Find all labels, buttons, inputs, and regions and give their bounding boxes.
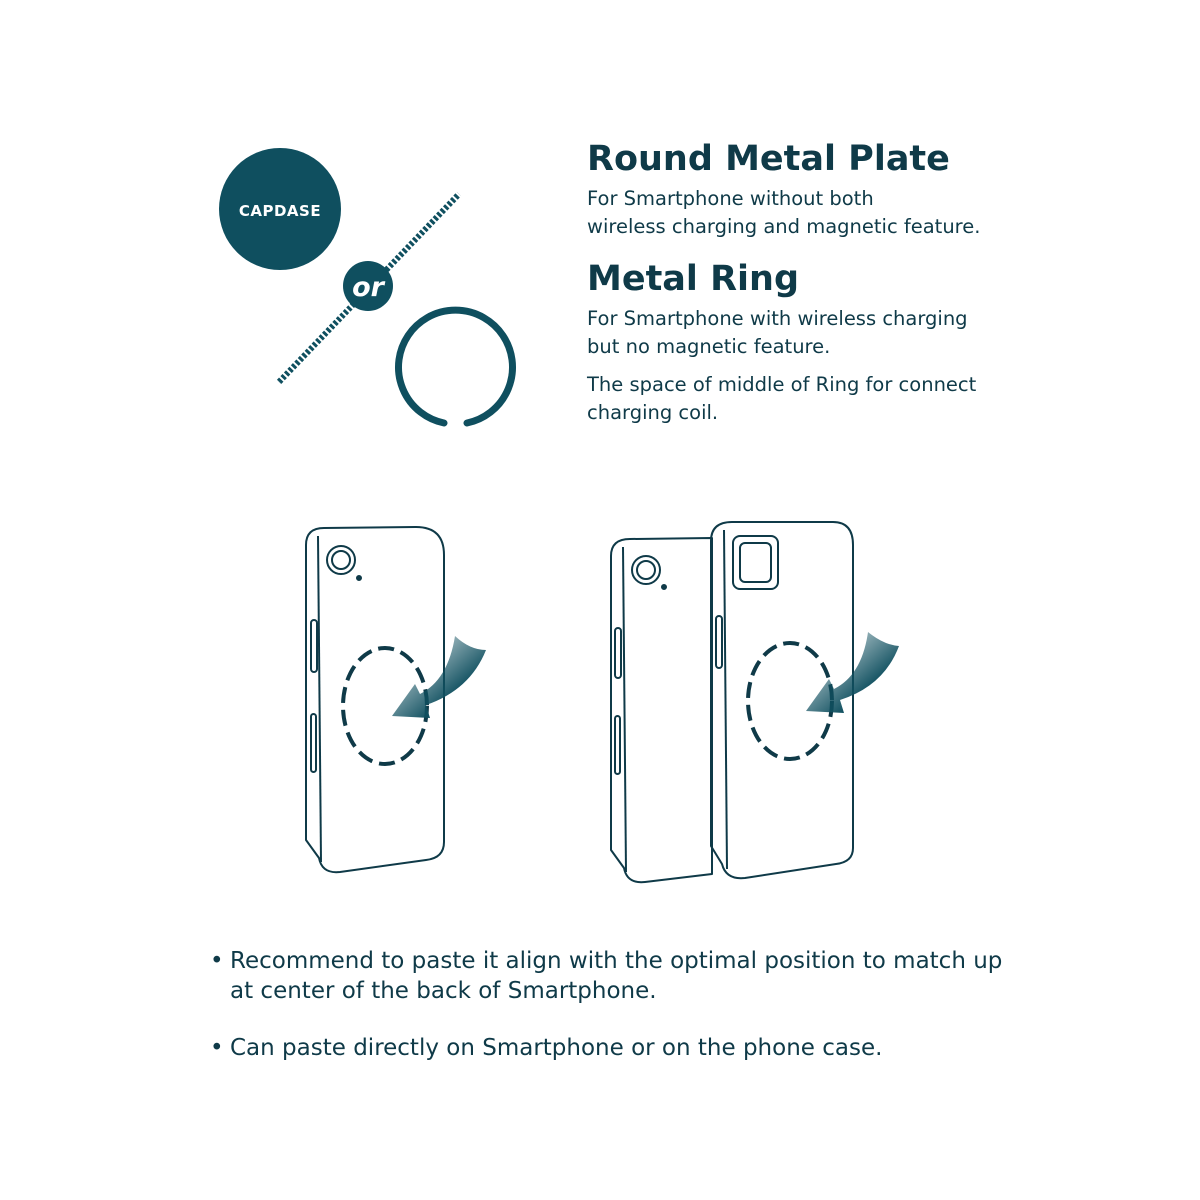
metal-ring-title: Metal Ring — [587, 259, 800, 299]
description-line: For Smartphone without both — [587, 187, 874, 210]
round-metal-plate-description — [587, 185, 1017, 241]
metal-ring-icon — [399, 310, 513, 423]
curved-arrow-icon — [392, 636, 486, 718]
instruction-text: Can paste directly on Smartphone or on the phone case. — [230, 1035, 883, 1061]
metal-ring-description — [587, 305, 1017, 361]
round-metal-plate-title: Round Metal Plate — [587, 139, 950, 179]
description-line: For Smartphone with wireless charging — [587, 307, 968, 330]
or-label: or — [352, 272, 384, 303]
bullet-icon: • — [210, 948, 224, 974]
logo-text: CAPDASE — [238, 202, 322, 220]
description-line: wireless charging and magnetic feature. — [587, 215, 981, 238]
instruction-text: Recommend to paste it align with the optimal position to match up at center of the back of Smartphone. — [230, 948, 1003, 1004]
bullet-icon: • — [210, 1035, 224, 1061]
or-badge — [343, 261, 393, 311]
instruction-list — [210, 946, 1010, 1090]
metal-ring-note — [587, 371, 1017, 427]
note-line: The space of middle of Ring for connect — [587, 373, 977, 396]
instruction-item — [210, 946, 1010, 1006]
description-line: but no magnetic feature. — [587, 335, 831, 358]
instruction-item — [210, 1033, 1010, 1063]
note-line: charging coil. — [587, 401, 719, 424]
round-metal-plate-icon — [219, 148, 341, 270]
